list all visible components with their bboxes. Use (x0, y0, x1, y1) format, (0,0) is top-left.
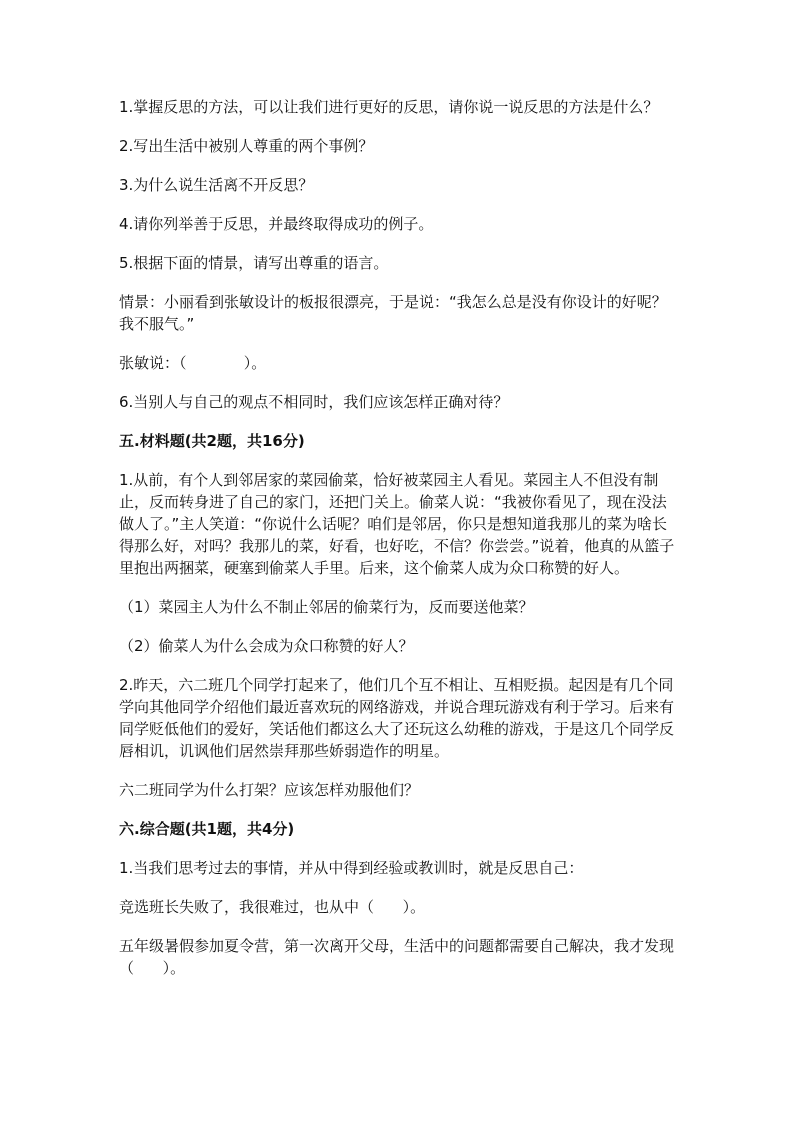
material-question-1-sub-2: （2）偷菜人为什么会成为众口称赞的好人？ (119, 637, 414, 655)
worksheet-page (119, 96, 679, 996)
material-question-2-sub: 六二班同学为什么打架？应该怎样劝服他们？ (119, 781, 420, 799)
question-4-5: 5.根据下面的情景，请写出尊重的语言。 (119, 254, 389, 272)
question-4-4: 4.请你列举善于反思，并最终取得成功的例子。 (119, 215, 434, 233)
scenario-answer-blank: 张敏说：（ ）。 (119, 354, 267, 372)
comprehensive-blank-a: 竞选班长失败了，我很难过，也从中（ ）。 (119, 898, 426, 916)
section-5-heading: 五.材料题(共2题，共16分) (119, 432, 305, 450)
question-4-1: 1.掌握反思的方法，可以让我们进行更好的反思，请你说一说反思的方法是什么？ (119, 98, 659, 116)
material-question-1: 1.从前，有个人到邻居家的菜园偷菜，恰好被菜园主人看见。菜园主人不但没有制止，反而转身进了自己的家门，还把门关上。偷菜人说：“我被你看见了，现在没法做人了。”主人笑道：“你说什么话呢？咱们是邻居，你只是想知道我那儿的菜为啥长得那么好，对吗？我那儿的菜，好看，也好吃，不信？你尝尝。”说着，他真的从篮子里抱出两捆菜，硬塞到偷菜人手里。后来，这个偷菜人成为众口称赞的好人。 (119, 471, 675, 577)
question-4-6: 6.当别人与自己的观点不相同时，我们应该怎样正确对待？ (119, 393, 509, 411)
question-4-3: 3.为什么说生活离不开反思？ (119, 176, 314, 194)
comprehensive-blank-b: 五年级暑假参加夏令营，第一次离开父母，生活中的问题都需要自己解决，我才发现（ ）。 (119, 937, 675, 977)
question-4-2: 2.写出生活中被别人尊重的两个事例？ (119, 137, 374, 155)
section-6-heading: 六.综合题(共1题，共4分) (119, 820, 295, 838)
material-question-2: 2.昨天，六二班几个同学打起来了，他们几个互不相让、互相贬损。起因是有几个同学向其他同学介绍他们最近喜欢玩的网络游戏，并说合理玩游戏有利于学习。后来有同学贬低他们的爱好，笑话他们都这么大了还玩这么幼稚的游戏，于是这几个同学反唇相讥，讥讽他们居然崇拜那些娇弱造作的明星。 (119, 676, 675, 760)
comprehensive-question-1: 1.当我们思考过去的事情，并从中得到经验或教训时，就是反思自己： (119, 859, 584, 877)
material-question-1-sub-1: （1）菜园主人为什么不制止邻居的偷菜行为，反而要送他菜？ (119, 598, 534, 616)
scenario-text: 情景：小丽看到张敏设计的板报很漂亮，于是说：“我怎么总是没有你设计的好呢？我不服气。” (119, 293, 667, 333)
